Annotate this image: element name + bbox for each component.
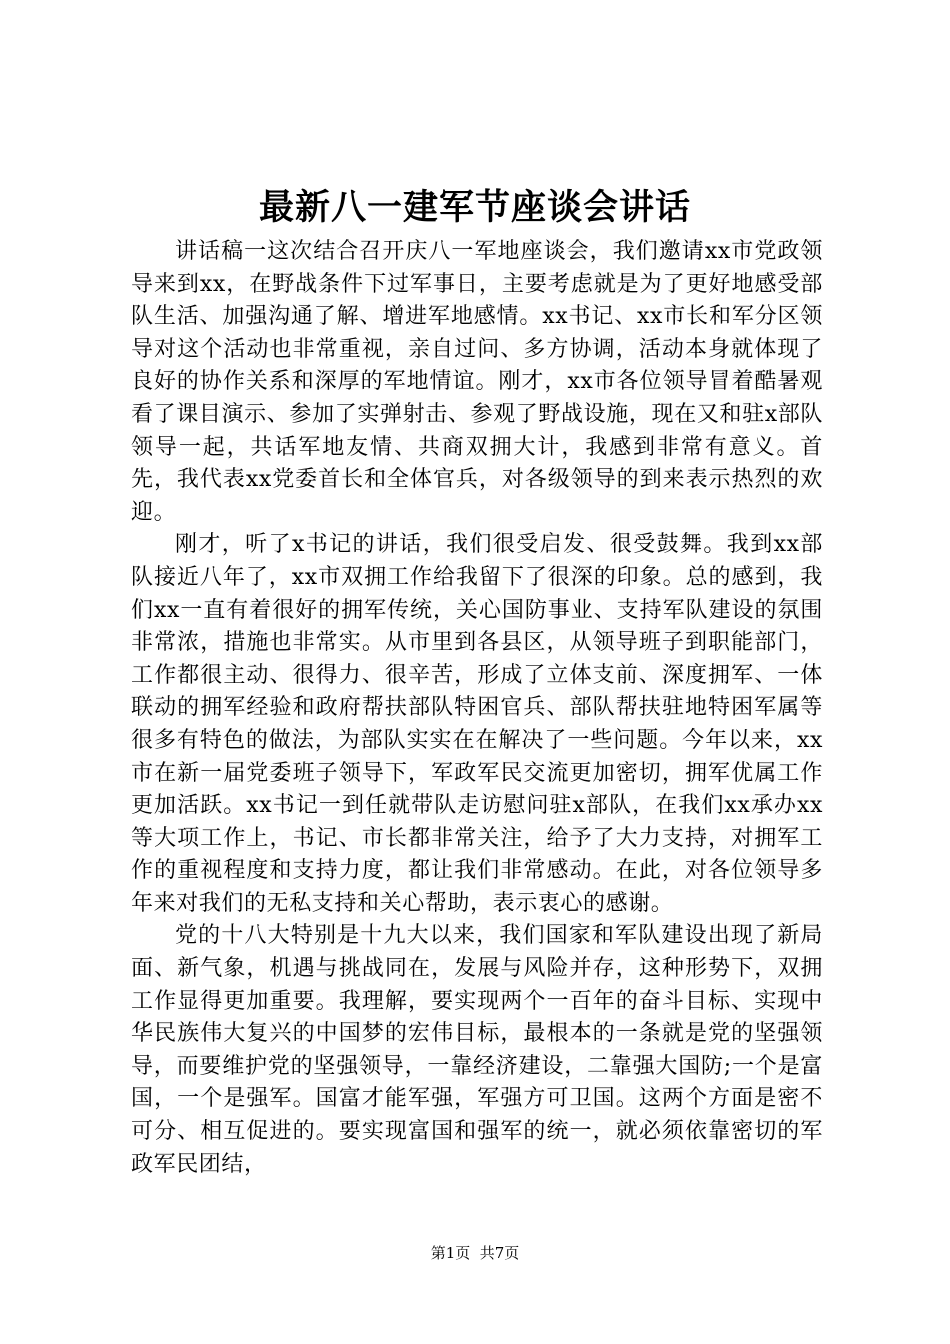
paragraph-1: 讲话稿一这次结合召开庆八一军地座谈会，我们邀请xx市党政领导来到xx，在野战条件下过军事日，主要考虑就是为了更好地感受部队生活、加强沟通了解、增进军地感情。xx书记、xx市长和军分区领导对这个活动也非常重视，亲自过问、多方协调，活动本身就体现了良好的协作关系和深厚的军地情谊。刚才，xx市各位领导冒着酷暑观看了课目演示、参加了实弹射击、参观了野战设施，现在又和驻x部队领导一起，共话军地友情、共商双拥大计，我感到非常有意义。首先，我代表xx党委首长和全体官兵，对各级领导的到来表示热烈的欢迎。 <box>131 239 823 525</box>
page-footer <box>0 1243 950 1263</box>
paragraph-2: 刚才，听了x书记的讲话，我们很受启发、很受鼓舞。我到xx部队接近八年了，xx市双拥工作给我留下了很深的印象。总的感到，我们xx一直有着很好的拥军传统，关心国防事业、支持军队建设的氛围非常浓，措施也非常实。从市里到各县区，从领导班子到职能部门，工作都很主动、很得力、很辛苦，形成了立体支前、深度拥军、一体联动的拥军经验和政府帮扶部队特困官兵、部队帮扶驻地特困军属等很多有特色的做法，为部队实实在在解决了一些问题。今年以来，xx市在新一届党委班子领导下，军政军民交流更加密切，拥军优属工作更加活跃。xx书记一到任就带队走访慰问驻x部队，在我们xx承办xx等大项工作上，书记、市长都非常关注，给予了大力支持，对拥军工作的重视程度和支持力度，都让我们非常感动。在此，对各位领导多年来对我们的无私支持和关心帮助，表示衷心的感谢。 <box>131 532 823 916</box>
document-body <box>131 236 823 1181</box>
document-title: 最新八一建军节座谈会讲话 <box>258 187 691 228</box>
page-number-label: 第1页 共7页 <box>430 1244 520 1262</box>
paragraph-3: 党的十八大特别是十九大以来，我们国家和军队建设出现了新局面、新气象，机遇与挑战同在，发展与风险并存，这种形势下，双拥工作显得更加重要。我理解，要实现两个一百年的奋斗目标、实现中华民族伟大复兴的中国梦的宏伟目标，最根本的一条就是党的坚强领导，而要维护党的坚强领导，一靠经济建设，二靠强大国防;一个是富国，一个是强军。国富才能军强，军强方可卫国。这两个方面是密不可分、相互促进的。要实现富国和强军的统一，就必须依靠密切的军政军民团结， <box>131 923 823 1177</box>
